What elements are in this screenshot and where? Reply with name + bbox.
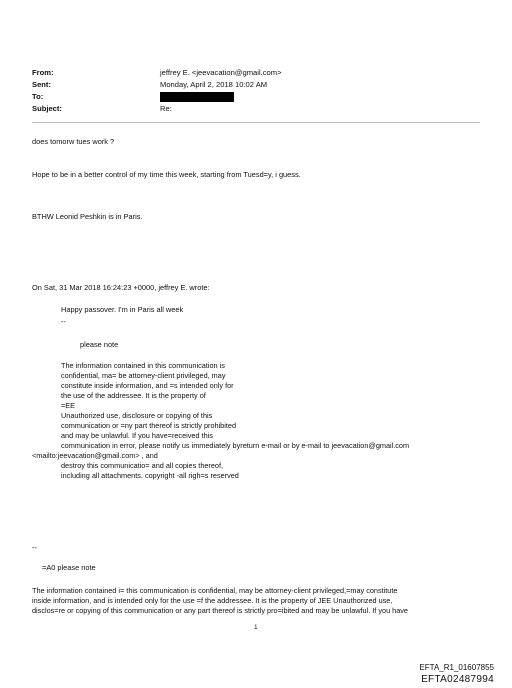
a0-please-note: =A0 please note	[42, 563, 96, 572]
header-divider	[32, 122, 480, 123]
to-redaction	[160, 92, 234, 102]
dash-separator: --	[32, 543, 37, 552]
quote-line-1: Happy passover. I'm in Paris all week	[61, 305, 184, 314]
disclaimer1-line: The information contained in this communication is	[61, 361, 225, 370]
disclaimer1-line: confidential, ma= be attorney-client privileged, may	[61, 371, 226, 380]
disclaimer1-mailto: <mailto:jeevacation@gmail.com> , and	[32, 451, 158, 460]
body-line-3: BTHW Leonid Peshkin is in Paris.	[32, 212, 143, 221]
disclaimer1-line: including all attachments. copyright -all righ=s reserved	[61, 471, 239, 480]
disclaimer1-line: communication in error, please notify us immediately byreturn e-mail or by e-mail to jeevacation@gmail.com	[61, 441, 410, 450]
subject-value: Re:	[160, 104, 172, 113]
disclaimer2-line: inside information, and is intended only for the use =f the addressee. It is the property of JEE Unauthorized use,	[32, 596, 393, 605]
sent-label: Sent:	[32, 80, 51, 89]
quote-please-note: please note	[80, 340, 119, 349]
disclaimer1-line: the use of the addressee. It is the property of	[61, 391, 206, 400]
disclaimer1-line: constitute inside information, and =s intended only for	[61, 381, 234, 390]
from-label: From:	[32, 68, 54, 77]
disclaimer1-line: destroy this communicatio= and all copies thereof,	[61, 461, 224, 470]
disclaimer1-line: communication or =ny part thereof is strictly prohibited	[61, 421, 237, 430]
disclaimer1-line: =EE	[61, 401, 75, 410]
disclaimer2-line: disclos=re or copying of this communication or any part thereof is strictly pro=ibited and may be unlawful. If you have	[32, 606, 408, 615]
disclaimer2-line: The information contained i= this communication is confidential, may be attorney-client privileged,=may constitute	[32, 586, 398, 595]
bates-stamp-small: EFTA_R1_01607855	[419, 663, 494, 672]
body-line-1: does tomorw tues work ?	[32, 137, 115, 146]
subject-label: Subject:	[32, 104, 62, 113]
quote-dash: --	[61, 317, 66, 326]
sent-value: Monday, April 2, 2018 10:02 AM	[160, 80, 268, 89]
disclaimer1-line: and may be unlawful. If you have=received this	[61, 431, 213, 440]
from-value: jeffrey E. <jeevacation@gmail.com>	[160, 68, 282, 77]
disclaimer-block-1	[32, 361, 410, 481]
to-label: To:	[32, 92, 44, 101]
bates-stamp-large: EFTA02487994	[421, 674, 494, 685]
disclaimer-block-2	[32, 586, 408, 616]
page-number: 1	[254, 624, 258, 631]
body-line-2: Hope to be in a better control of my time this week, starting from Tuesd=y, i guess.	[32, 170, 301, 179]
disclaimer1-line: Unauthorized use, disclosure or copying of this	[61, 411, 213, 420]
quote-header: On Sat, 31 Mar 2018 16:24:23 +0000, jeffrey E. wrote:	[32, 283, 210, 292]
